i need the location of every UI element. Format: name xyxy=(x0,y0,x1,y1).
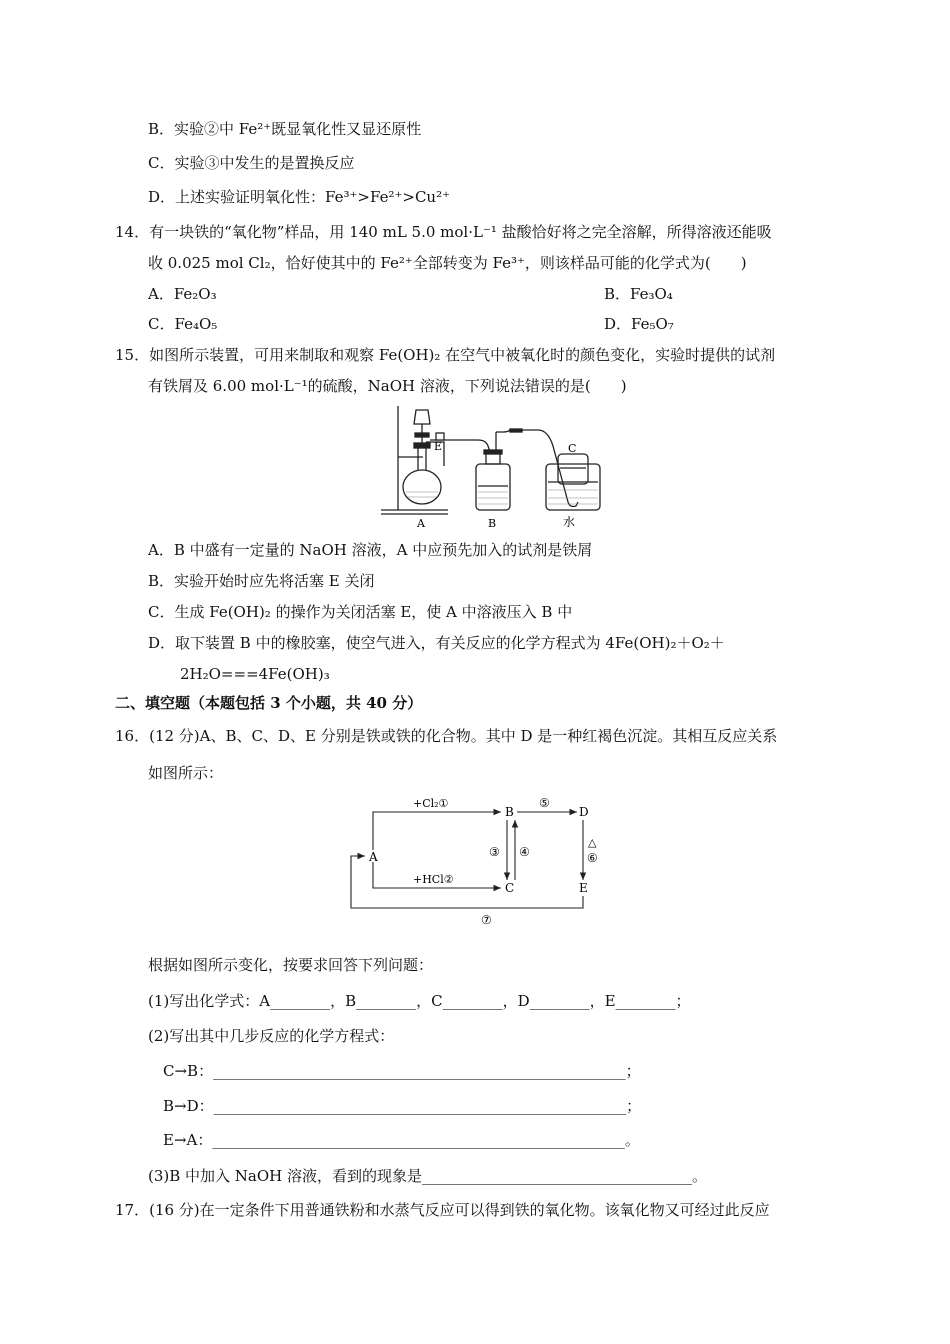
q15-option-d-line2: 2H₂O===4Fe(OH)₃ xyxy=(180,665,330,683)
q16-stem-line2: 如图所示： xyxy=(148,764,224,782)
node-a: A xyxy=(369,850,378,864)
q15-option-a: A．B 中盛有一定量的 NaOH 溶液，A 中应预先加入的试剂是铁屑 xyxy=(148,541,593,559)
reaction-6: ⑥ xyxy=(587,851,598,865)
reaction-7: ⑦ xyxy=(481,913,492,927)
q14-option-b: B．Fe₃O₄ xyxy=(604,285,673,303)
node-b: B xyxy=(505,805,514,819)
heat-symbol: △ xyxy=(588,836,597,849)
q16-stem-line1: 16．(12 分)A、B、C、D、E 分别是铁或铁的化合物。其中 D 是一种红褐色沉淀。其相互反应关系 xyxy=(115,727,778,745)
q16-eq-b-to-d: B→D：_______________________________________________________； xyxy=(163,1097,642,1115)
q16-eq-e-to-a: E→A：_______________________________________________________。 xyxy=(163,1131,640,1149)
q14-option-d: D．Fe₅O₇ xyxy=(604,315,674,333)
reaction-diagram xyxy=(345,792,605,932)
q16-intro: 根据如图所示变化，按要求回答下列问题： xyxy=(148,956,434,974)
label-water: 水 xyxy=(563,515,576,529)
q14-option-a: A．Fe₂O₃ xyxy=(148,285,217,303)
q17-stem-line1: 17．(16 分)在一定条件下用普通铁粉和水蒸气反应可以得到铁的氧化物。该氧化物又可经过此反应 xyxy=(115,1201,770,1219)
q15-option-c: C．生成 Fe(OH)₂ 的操作为关闭活塞 E，使 A 中溶液压入 B 中 xyxy=(148,603,573,621)
node-c: C xyxy=(505,881,515,895)
q13-option-c: C．实验③中发生的是置换反应 xyxy=(148,154,355,172)
q14-option-c: C．Fe₄O₅ xyxy=(148,315,218,333)
q16-eq-c-to-b: C→B：_______________________________________________________； xyxy=(163,1062,641,1080)
reaction-3: ③ xyxy=(489,845,500,859)
reaction-1: +Cl₂① xyxy=(413,797,449,810)
q16-part2: (2)写出其中几步反应的化学方程式： xyxy=(148,1027,395,1045)
q15-stem-line1: 15．如图所示装置，可用来制取和观察 Fe(OH)₂ 在空气中被氧化时的颜色变化，实验时提供的试剂 xyxy=(115,346,776,364)
node-e: E xyxy=(579,881,588,895)
apparatus-figure xyxy=(378,402,608,530)
q16-part1: (1)写出化学式：A________，B________，C________，D________，E________； xyxy=(148,992,691,1010)
node-d: D xyxy=(579,805,589,819)
q15-option-b: B．实验开始时应先将活塞 E 关闭 xyxy=(148,572,375,590)
reaction-2: +HCl② xyxy=(413,873,454,886)
q15-stem-line2: 有铁屑及 6.00 mol·L⁻¹的硫酸，NaOH 溶液，下列说法错误的是( ) xyxy=(148,377,627,395)
q15-option-d-line1: D．取下装置 B 中的橡胶塞，使空气进入，有关反应的化学方程式为 4Fe(OH)₂＋O₂＋ xyxy=(148,634,725,652)
label-a: A xyxy=(417,517,425,530)
label-b: B xyxy=(488,517,497,530)
label-e: E xyxy=(434,440,443,453)
section-title: 二、填空题（本题包括 3 个小题，共 40 分） xyxy=(115,694,423,712)
label-c: C xyxy=(568,442,577,455)
q16-part3: (3)B 中加入 NaOH 溶液，看到的现象是____________________________________。 xyxy=(148,1167,708,1185)
reaction-5: ⑤ xyxy=(539,796,550,810)
q14-stem-line1: 14．有一块铁的“氧化物”样品，用 140 mL 5.0 mol·L⁻¹ 盐酸恰好将之完全溶解，所得溶液还能吸 xyxy=(115,223,772,241)
q13-option-b: B．实验②中 Fe²⁺既显氧化性又显还原性 xyxy=(148,120,422,138)
q13-option-d: D．上述实验证明氧化性：Fe³⁺>Fe²⁺>Cu²⁺ xyxy=(148,188,451,206)
reaction-4: ④ xyxy=(519,845,530,859)
q14-stem-line2: 收 0.025 mol Cl₂，恰好使其中的 Fe²⁺全部转变为 Fe³⁺，则该样品可能的化学式为( ) xyxy=(148,254,747,272)
